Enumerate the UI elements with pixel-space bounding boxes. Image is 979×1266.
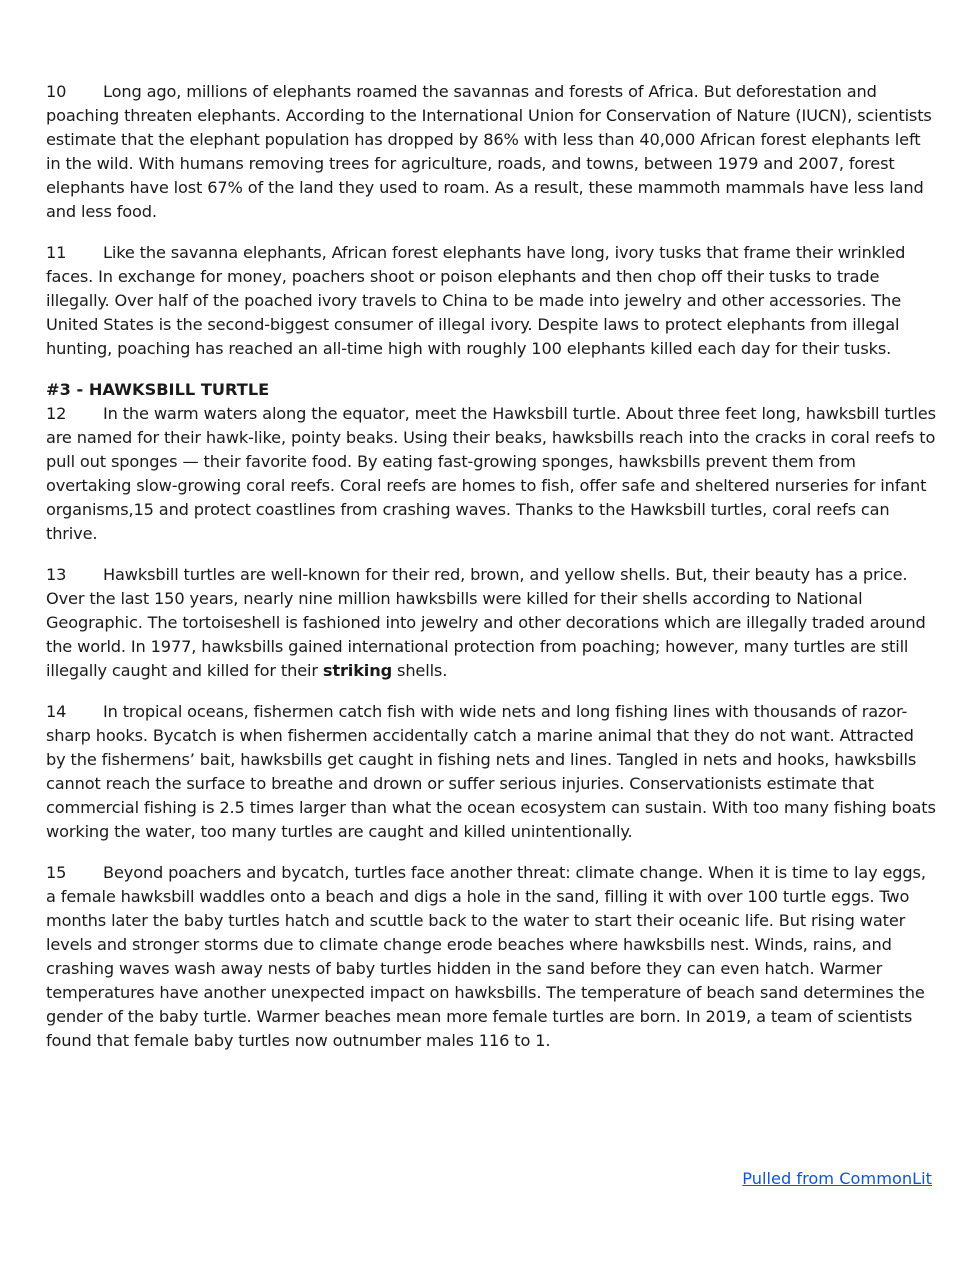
- paragraph-number: 12: [46, 404, 67, 423]
- bold-vocabulary-word: striking: [322, 661, 393, 680]
- paragraph-number: 13: [46, 565, 67, 584]
- paragraph-15: [46, 861, 936, 1053]
- paragraph-number: 14: [46, 702, 67, 721]
- paragraph-number: 10: [46, 82, 67, 101]
- paragraph-text: Like the savanna elephants, African forest elephants have long, ivory tusks that frame their wrinkled faces. In exchange for money, poachers shoot or poison elephants and then chop off their tusks to trade illegally. Over half of the poached ivory travels to China to be made into jewelry and other accessories. The United States is the second-biggest consumer of illegal ivory. Despite laws to protect elephants from illegal hunting, poaching has reached an all-time high with roughly 100 elephants killed each day for their tusks.: [46, 243, 906, 358]
- paragraph-10: [46, 80, 936, 224]
- paragraph-text-end: shells.: [397, 661, 448, 680]
- paragraph-number: 11: [46, 243, 67, 262]
- commonlit-source-link[interactable]: Pulled from CommonLit: [742, 1169, 932, 1188]
- document-body: [46, 80, 936, 1070]
- paragraph-number: 15: [46, 863, 67, 882]
- paragraph-14: [46, 700, 936, 844]
- paragraph-text: Long ago, millions of elephants roamed the savannas and forests of Africa. But deforestation and poaching threaten elephants. According to the International Union for Conservation of Nature (IUCN), scientists estimate that the elephant population has dropped by 86% with less than 40,000 African forest elephants left in the wild. With humans removing trees for agriculture, roads, and towns, between 1979 and 2007, forest elephants have lost 67% of the land they used to roam. As a result, these mammoth mammals have less land and less food.: [46, 82, 932, 221]
- paragraph-13: [46, 563, 936, 683]
- paragraph-text: Hawksbill turtles are well-known for their red, brown, and yellow shells. But, their beauty has a price. Over the last 150 years, nearly nine million hawksbills were killed for their shells according to National Geographic. The tortoiseshell is fashioned into jewelry and other decorations which are illegally traded around the world. In 1977, hawksbills gained international protection from poaching; however, many turtles are still illegally caught and killed for their: [46, 565, 926, 680]
- paragraph-12: [46, 402, 936, 546]
- paragraph-text: In the warm waters along the equator, meet the Hawksbill turtle. About three feet long, hawksbill turtles are named for their hawk-like, pointy beaks. Using their beaks, hawksbills reach into the cracks in coral reefs to pull out sponges — their favorite food. By eating fast-growing sponges, hawksbills prevent them from overtaking slow-growing coral reefs. Coral reefs are homes to fish, offer safe and sheltered nurseries for infant organisms,15 and protect coastlines from crashing waves. Thanks to the Hawksbill turtles, coral reefs can thrive.: [46, 404, 936, 543]
- section-heading: #3 - HAWKSBILL TURTLE: [46, 380, 270, 399]
- paragraph-text: In tropical oceans, fishermen catch fish with wide nets and long fishing lines with thousands of razor-sharp hooks. Bycatch is when fishermen accidentally catch a marine animal that they do not want. Attracted by the fishermens’ bait, hawksbills get caught in fishing nets and lines. Tangled in nets and hooks, hawksbills cannot reach the surface to breathe and drown or suffer serious injuries. Conservationists estimate that commercial fishing is 2.5 times larger than what the ocean ecosystem can sustain. With too many fishing boats working the water, too many turtles are caught and killed unintentionally.: [46, 702, 936, 841]
- paragraph-text: Beyond poachers and bycatch, turtles face another threat: climate change. When it is time to lay eggs, a female hawksbill waddles onto a beach and digs a hole in the sand, filling it with over 100 turtle eggs. Two months later the baby turtles hatch and scuttle back to the water to start their oceanic life. But rising water levels and stronger storms due to climate change erode beaches where hawksbills nest. Winds, rains, and crashing waves wash away nests of baby turtles hidden in the sand before they can even hatch. Warmer temperatures have another unexpected impact on hawksbills. The temperature of beach sand determines the gender of the baby turtle. Warmer beaches mean more female turtles are born. In 2019, a team of scientists found that female baby turtles now outnumber males 116 to 1.: [46, 863, 926, 1050]
- paragraph-11: [46, 241, 936, 361]
